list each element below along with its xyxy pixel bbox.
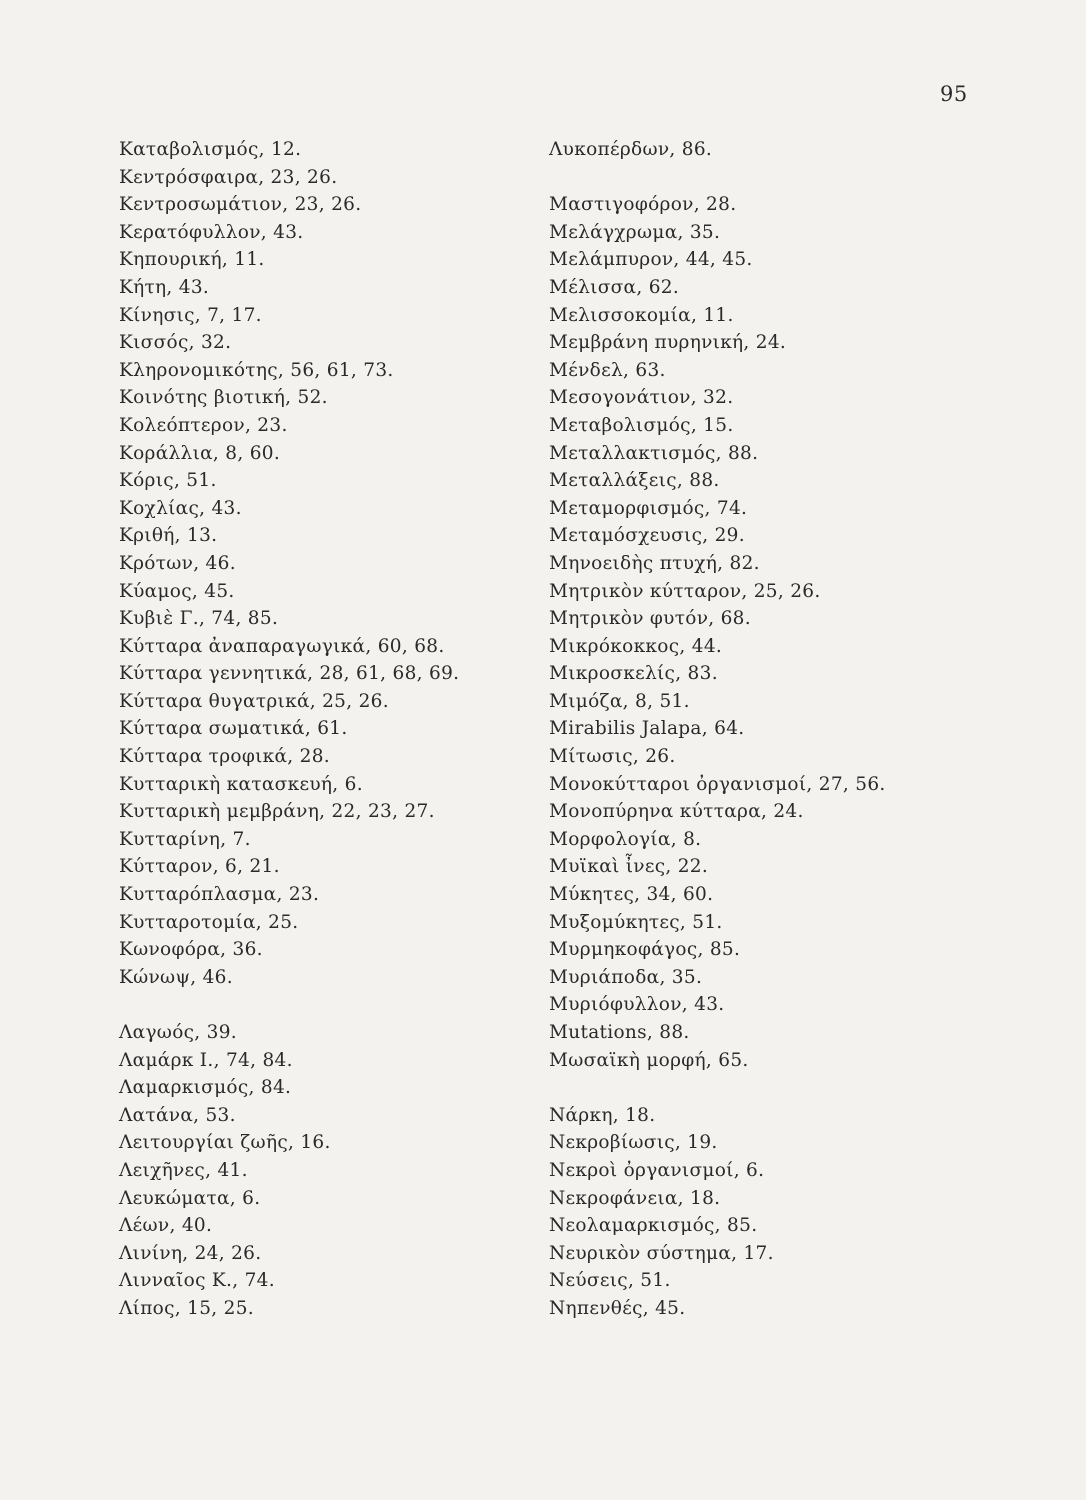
index-entry: Νευρικὸν σύστημα, 17. <box>549 1242 774 1264</box>
index-entry: Νεκροφάνεια, 18. <box>549 1187 721 1209</box>
index-entry: Κυτταρικὴ μεμβράνη, 22, 23, 27. <box>119 801 435 823</box>
index-entry: Λειτουργίαι ζωῆς, 16. <box>119 1132 331 1154</box>
index-entry: Νεκροβίωσις, 19. <box>549 1132 718 1154</box>
index-entry: Κυτταρόπλασμα, 23. <box>119 884 320 906</box>
index-entry: Κυτταρικὴ κατασκευή, 6. <box>119 773 363 795</box>
page-number: 95 <box>940 82 968 106</box>
index-entry: Μυρμηκοφάγος, 85. <box>549 939 741 961</box>
index-entry: Κοινότης βιοτική, 52. <box>119 387 328 409</box>
index-entry: Mutations, 88. <box>549 1022 690 1043</box>
index-entry: Κύτταρον, 6, 21. <box>119 856 280 878</box>
section-gap <box>549 1074 886 1102</box>
index-entry: Νεύσεις, 51. <box>549 1270 671 1292</box>
index-entry: Κίνησις, 7, 17. <box>119 304 262 326</box>
index-entry: Μηνοειδὴς πτυχή, 82. <box>549 552 760 574</box>
index-entry: Κολεόπτερον, 23. <box>119 414 288 436</box>
index-entry: Μεταβολισμός, 15. <box>549 414 734 436</box>
index-entry: Μεταμορφισμός, 74. <box>549 497 748 519</box>
index-entry: Νηπενθές, 45. <box>549 1297 686 1319</box>
index-entry: Μυϊκαὶ ἶνες, 22. <box>549 856 709 878</box>
index-entry: Μένδελ, 63. <box>549 359 666 381</box>
index-entry: Μαστιγοφόρον, 28. <box>549 194 737 216</box>
index-column-left <box>119 136 459 1323</box>
index-entry: Λυκοπέρδων, 86. <box>549 139 713 160</box>
index-entry: Κύαμος, 45. <box>119 580 235 602</box>
index-entry: Μυριόφυλλον, 43. <box>549 994 725 1016</box>
index-entry: Λατάνα, 53. <box>119 1104 236 1126</box>
index-entry: Κυβιὲ Γ., 74, 85. <box>119 608 279 630</box>
index-entry: Μέλισσα, 62. <box>549 276 680 298</box>
index-entry: Κυτταρίνη, 7. <box>119 828 251 850</box>
index-entry: Μωσαϊκὴ μορφή, 65. <box>549 1049 749 1071</box>
index-entry: Λαμαρκισμός, 84. <box>119 1077 292 1099</box>
index-entry: Μορφολογία, 8. <box>549 828 702 850</box>
index-entry: Μεταλλακτισμός, 88. <box>549 442 759 464</box>
section-gap <box>119 991 459 1019</box>
index-entry: Λαμάρκ Ι., 74, 84. <box>119 1049 293 1071</box>
index-entry: Μεταμόσχευσις, 29. <box>549 525 745 547</box>
index-entry: Λειχῆνες, 41. <box>119 1159 248 1181</box>
index-entry: Μικροσκελίς, 83. <box>549 663 718 685</box>
index-entry: Κωνοφόρα, 36. <box>119 939 263 961</box>
index-entry: Κισσός, 32. <box>119 332 232 354</box>
index-entry: Κρότων, 46. <box>119 552 236 574</box>
index-entry: Κυτταροτομία, 25. <box>119 911 299 933</box>
index-entry: Κοχλίας, 43. <box>119 497 242 519</box>
index-entry: Κύτταρα τροφικά, 28. <box>119 746 330 768</box>
index-entry: Κερατόφυλλον, 43. <box>119 221 304 243</box>
index-entry: Κηπουρική, 11. <box>119 249 265 271</box>
index-column-right <box>549 136 886 1323</box>
index-entry: Καταβολισμός, 12. <box>119 139 302 160</box>
index-entry: Μητρικὸν κύτταρον, 25, 26. <box>549 580 821 602</box>
index-entry: Κοράλλια, 8, 60. <box>119 442 281 464</box>
index-entry: Κληρονομικότης, 56, 61, 73. <box>119 359 394 381</box>
section-gap <box>549 164 886 192</box>
index-entry: Κεντρόσφαιρα, 23, 26. <box>119 166 338 188</box>
index-entry: Μονοκύτταροι ὀργανισμοί, 27, 56. <box>549 773 886 795</box>
index-entry: Κήτη, 43. <box>119 276 210 298</box>
index-entry: Λινίνη, 24, 26. <box>119 1242 262 1264</box>
index-entry: Μελάγχρωμα, 35. <box>549 221 721 243</box>
index-entry: Μελισσοκομία, 11. <box>549 304 734 326</box>
index-entry: Νάρκη, 18. <box>549 1104 656 1126</box>
index-entry: Νεκροὶ ὀργανισμοί, 6. <box>549 1159 765 1181</box>
index-entry: Λίπος, 15, 25. <box>119 1297 254 1319</box>
index-entry: Μύκητες, 34, 60. <box>549 884 714 906</box>
index-entry: Κεντροσωμάτιον, 23, 26. <box>119 194 362 216</box>
index-entry: Μιμόζα, 8, 51. <box>549 690 690 712</box>
index-entry: Λινναῖος Κ., 74. <box>119 1270 275 1292</box>
index-entry: Μικρόκοκκος, 44. <box>549 635 723 657</box>
index-entry: Μητρικὸν φυτόν, 68. <box>549 608 751 630</box>
index-entry: Κύτταρα ἀναπαραγωγικά, 60, 68. <box>119 635 445 657</box>
index-entry: Mirabilis Jalapa, 64. <box>549 718 745 740</box>
index-entry: Μελάμπυρον, 44, 45. <box>549 249 753 271</box>
index-entry: Μίτωσις, 26. <box>549 746 676 768</box>
index-entry: Κριθή, 13. <box>119 525 218 547</box>
index-entry: Κόρις, 51. <box>119 470 217 492</box>
index-entry: Κύτταρα γεννητικά, 28, 61, 68, 69. <box>119 663 460 685</box>
index-entry: Κύτταρα θυγατρικά, 25, 26. <box>119 690 389 712</box>
index-entry: Μυξομύκητες, 51. <box>549 911 723 933</box>
index-entry: Μεταλλάξεις, 88. <box>549 470 720 492</box>
index-entry: Μεμβράνη πυρηνική, 24. <box>549 332 787 354</box>
index-entry: Λαγωός, 39. <box>119 1022 237 1043</box>
index-entry: Νεολαμαρκισμός, 85. <box>549 1215 758 1237</box>
index-entry: Κύτταρα σωματικά, 61. <box>119 718 348 740</box>
index-entry: Κώνωψ, 46. <box>119 966 233 988</box>
index-entry: Μεσογονάτιον, 32. <box>549 387 734 409</box>
index-entry: Λέων, 40. <box>119 1215 213 1237</box>
index-entry: Μυριάποδα, 35. <box>549 966 703 988</box>
index-entry: Μονοπύρηνα κύτταρα, 24. <box>549 801 804 823</box>
index-entry: Λευκώματα, 6. <box>119 1187 261 1209</box>
